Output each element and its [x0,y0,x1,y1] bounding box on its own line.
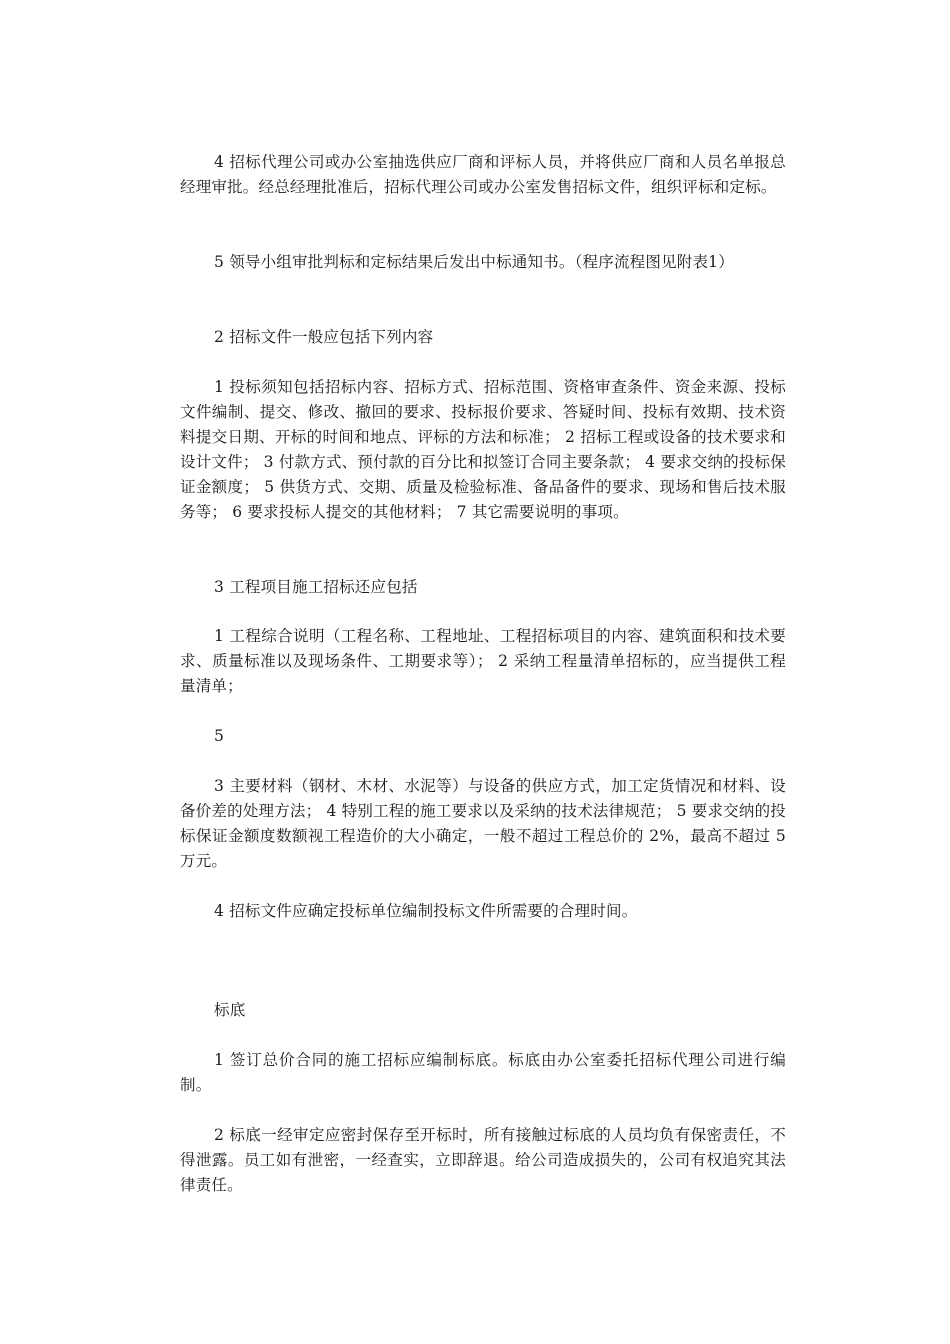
paragraph-materials-supply: 3 主要材料（钢材、木材、水泥等）与设备的供应方式，加工定货情况和材料、设备价差的处理方法； 4 特别工程的施工要求以及采纳的技术法律规范； 5 要求交纳的投标保证金额度数额视工程造价的大小确定，一般不超过工程总价的 2%，最高不超过 5 万元。 [180,777,786,870]
paragraph-base-price-preparation: 1 签订总价合同的施工招标应编制标底。标底由办公室委托招标代理公司进行编制。 [180,1051,786,1094]
paragraph-bid-preparation-time: 4 招标文件应确定投标单位编制投标文件所需要的合理时间。 [214,902,638,920]
heading-construction-tender-extras: 3 工程项目施工招标还应包括 [214,578,418,596]
page-number: 5 [214,727,225,745]
paragraph-base-price-confidentiality: 2 标底一经审定应密封保存至开标时，所有接触过标底的人员均负有保密责任，不得泄露。员工如有泄密，一经查实，立即辞退。给公司造成损失的，公司有权追究其法律责任。 [180,1126,786,1194]
heading-base-price: 标底 [214,1001,246,1019]
paragraph-bidding-instructions: 1 投标须知包括招标内容、招标方式、招标范围、资格审查条件、资金来源、投标文件编制、提交、修改、撤回的要求、投标报价要求、答疑时间、投标有效期、技术资料提交日期、开标的时间和地点、评标的方法和标准； 2 招标工程或设备的技术要求和设计文件； 3 付款方式、预付款的百分比和拟签订合同主要条款； 4 要求交纳的投标保证金额度； 5 供货方式、交期、质量及检验标准、备品备件的要求、现场和售后技术服务等； 6 要求投标人提交的其他材料； 7 其它需要说明的事项。 [180,378,786,521]
paragraph-project-description: 1 工程综合说明（工程名称、工程地址、工程招标项目的内容、建筑面积和技术要求、质量标准以及现场条件、工期要求等）； 2 采纳工程量清单招标的，应当提供工程量清单； [180,627,786,695]
heading-tender-document-contents: 2 招标文件一般应包括下列内容 [214,328,434,346]
paragraph-selection-approval: 4 招标代理公司或办公室抽选供应厂商和评标人员，并将供应厂商和人员名单报总经理审批。经总经理批准后，招标代理公司或办公室发售招标文件，组织评标和定标。 [180,153,786,196]
paragraph-award-notice: 5 领导小组审批判标和定标结果后发出中标通知书。（程序流程图见附表1） [214,253,734,271]
